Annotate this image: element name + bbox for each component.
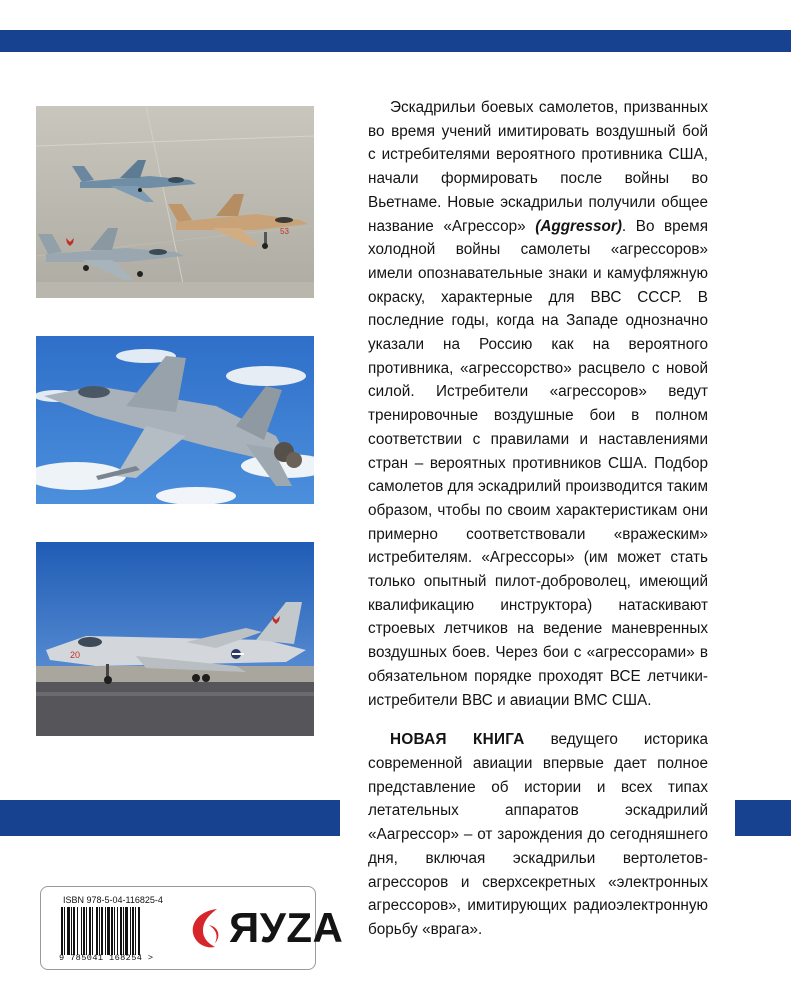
lower-blue-band-right bbox=[735, 800, 791, 836]
top-blue-band bbox=[0, 30, 791, 52]
svg-text:20: 20 bbox=[70, 650, 81, 660]
paragraph-1-emphasis: (Aggressor) bbox=[535, 217, 622, 235]
paragraph-2-lead: НОВАЯ КНИГА bbox=[390, 731, 525, 749]
paragraph-1-body: . Во время холодной войны самолеты «агрессоров» имели опознавательные знаки и камуфляжную окраску, характерные для ВВС СССР. В последние годы, когда на Западе однозначно указали на Россию как на вероятного противника, «агрессорство» расцвело с новой силой. Истребители «агрессоров» ведут тренировочные воздушные бои в полном соответствии с правилами и наставлениями стран – вероятных противников США. Подбор самолетов для эскадрилий производится таким образом, чтобы по своим характеристикам они примерно соответствовали «вражеским» истребителям. «Агрессоры» (им может стать только опытный пилот-доброволец, имеющий квалификацию инструктора) натаскивают строевых летчиков на ведение маневренных воздушных боев. Через бои с «агрессорами» в обязательном порядке проходят ВСЕ летчики-истребители ВВС и авиации ВМС США. bbox=[368, 217, 708, 709]
svg-text:53: 53 bbox=[280, 227, 289, 236]
paragraph-2-body: ведущего историка современной авиации впервые дает полное представление об истории и всех типах летательных аппаратов эскадрилий «Аагрессор» – от зарождения до сегодняшнего дня, включая эскадрильи вертолетов-агрессоров и сверхсекретных «электронных агрессоров», имитирующих радиоэлектронную борьбу «врага». bbox=[368, 731, 708, 938]
photo-aggressor-jets-apron bbox=[36, 106, 314, 298]
barcode-digits: 9 785041 168254 > bbox=[59, 953, 154, 963]
photo-jet-in-flight bbox=[36, 336, 314, 504]
paragraph-1-intro: Эскадрильи боевых самолетов, призванных во время учений имитировать воздушный бой с истребителями вероятного противника США, начали формировать после войны во Вьетнаме. Новые эскадрильи получили общее название «Агрессор» bbox=[368, 99, 708, 235]
barcode-publisher-box bbox=[40, 886, 344, 970]
isbn-label: ISBN 978-5-04-116825-4 bbox=[63, 895, 163, 905]
f5-aggressor-jets-on-tarmac-photo bbox=[36, 106, 314, 298]
f18-jet-in-flight-photo bbox=[36, 336, 314, 504]
blurb-paragraph-2 bbox=[368, 728, 708, 941]
publisher-logo-icon bbox=[187, 903, 223, 955]
photo-navy-jet-runway bbox=[36, 542, 314, 736]
publisher-logo-text: ЯУZА bbox=[229, 904, 344, 951]
blurb-text bbox=[368, 96, 708, 942]
barcode-icon bbox=[61, 907, 175, 955]
lower-blue-band-left bbox=[0, 800, 340, 836]
navy-jet-on-runway-photo bbox=[36, 542, 314, 736]
blurb-paragraph-1 bbox=[368, 96, 708, 712]
